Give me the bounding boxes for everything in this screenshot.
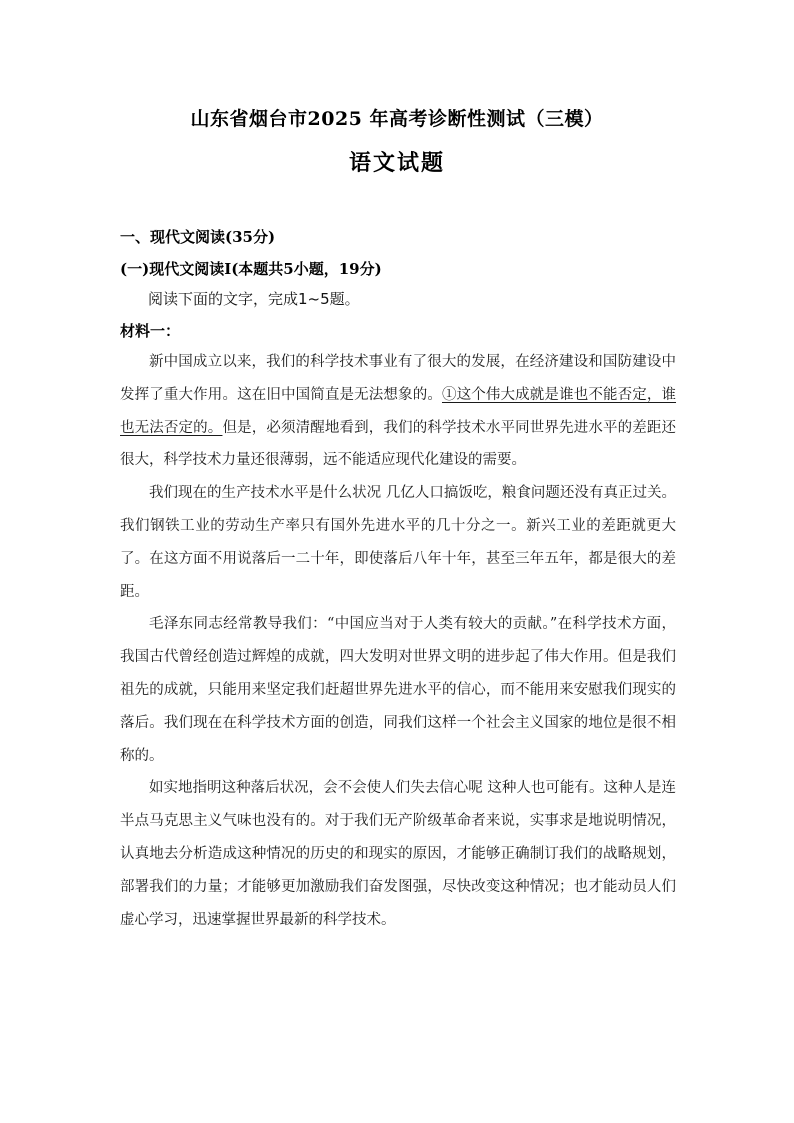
paragraph-1-text-start: 新中国成立以来，我们的科学技术事业有了很大的发展，在经济建设和国防建设中发挥了重大作用。这在旧中国简直是无法想象的。: [120, 354, 676, 403]
reading-instruction: 阅读下面的文字，完成1~5题。: [148, 290, 360, 308]
subsection-heading: (一)现代文阅读Ⅰ(本题共5小题，19分): [120, 260, 382, 278]
section-heading: 一、现代文阅读(35分): [120, 228, 276, 246]
material-label: 材料一：: [120, 322, 181, 340]
material-body: [120, 346, 676, 936]
paragraph-1-text-end: 但是，必须清醒地看到，我们的科学技术水平同世界先进水平的差距还很大，科学技术力量还很薄弱，远不能适应现代化建设的需要。: [120, 419, 677, 469]
underlined-sentence-1: ①这个伟大成就是谁也不能否定，谁也无法否定的。: [120, 386, 677, 436]
paragraph-3: 毛泽东同志经常教导我们：“中国应当对于人类有较大的贡献。”在科学技术方面，我国古代曾经创造过辉煌的成就，四大发明对世界文明的进步起了伟大作用。但是我们祖先的成就，只能用来坚定我们赶超世界先进水平的信心，而不能用来安慰我们现实的落后。我们现在在科学技术方面的创造，同我们这样一个社会主义国家的地位是很不相称的。: [120, 616, 676, 764]
exam-title: 山东省烟台市2025 年高考诊断性测试（三模）: [190, 108, 604, 130]
paragraph-2: 我们现在的生产技术水平是什么状况 几亿人口搞饭吃，粮食问题还没有真正过关。我们钢铁工业的劳动生产率只有国外先进水平的几十分之一。新兴工业的差距就更大了。在这方面不用说落后一二十年，即使落后八年十年，甚至三年五年，都是很大的差距。: [120, 485, 676, 600]
paragraph-4: 如实地指明这种落后状况，会不会使人们失去信心呢 这种人也可能有。这种人是连半点马克思主义气味也没有的。对于我们无产阶级革命者来说，实事求是地说明情况，认真地去分析造成这种情况的历史的和现实的原因，才能够正确制订我们的战略规划，部署我们的力量；才能够更加激励我们奋发图强，尽快改变这种情况；也才能动员人们虚心学习，迅速掌握世界最新的科学技术。: [120, 780, 676, 928]
paragraph-1: [120, 346, 676, 477]
exam-subject-title: 语文试题: [348, 150, 445, 176]
